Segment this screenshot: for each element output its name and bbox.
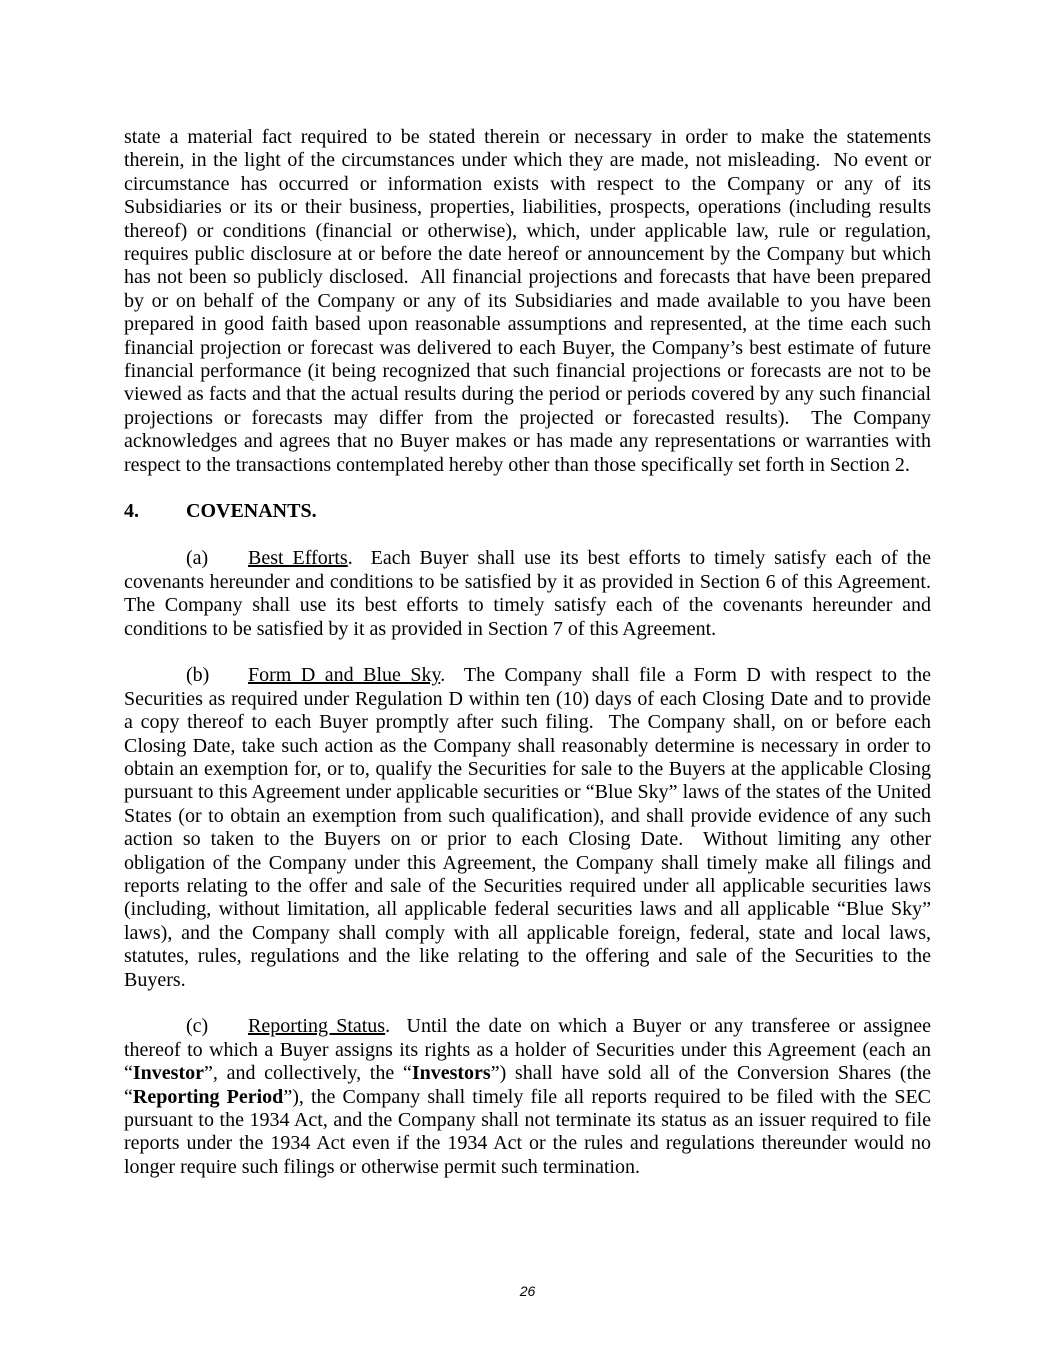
clause-b-label: (b) (186, 664, 210, 687)
clause-c-text-3: ”) shall have sold all of the Conversion Shares (the “ (124, 1062, 936, 1108)
clause-a-text: . Each Buyer shall use its best efforts to timely satisfy each of the covenants hereunder and conditions to be satisfied by it as provided in Section 6 of this Agreement. The Company shall use its best efforts to timely satisfy each of the covenants hereunder and conditions to be satisfied by it as provided in Section 7 of this Agreement. (124, 547, 941, 640)
section-number: 4. (124, 500, 139, 523)
defined-term-reporting-period: Reporting Period (132, 1085, 284, 1108)
clause-c-text-4: ”), the Company shall timely file all reports required to be filed with the SEC pursuant to the 1934 Act, and the Company shall not terminate its status as an issuer required to file reports under the 1934 Act even if the 1934 Act or the rules and regulations thereunder would no longer require such filings or otherwise permit such termination. (124, 1085, 936, 1178)
page-number: 26 (519, 1283, 536, 1299)
paragraph-a (124, 547, 941, 641)
defined-term-investor: Investor (132, 1062, 204, 1085)
clause-a-title: Best Efforts (248, 547, 348, 570)
paragraph-c (124, 1015, 936, 1179)
clause-b-title: Form D and Blue Sky (248, 664, 441, 687)
section-title: COVENANTS. (186, 500, 317, 523)
clause-b-text: . The Company shall file a Form D with respect to the Securities as required under Regulation D within ten (10) days of each Closing Date and to provide a copy thereof to each Buyer promptly after such filing. The Company shall, on or before each Closing Date, take such action as the Company shall reasonably determine is necessary in order to obtain an exemption for, or to, qualify the Securities for sale to the Buyers at the applicable Closing pursuant to this Agreement under applicable securities or “Blue Sky” laws of the states of the United States (or to obtain an exemption from such qualification), and shall provide evidence of any such action so taken to the Buyers on or prior to each Closing Date. Without limiting any other obligation of the Company under this Agreement, the Company shall timely make all filings and reports relating to the offer and sale of the Securities required under all applicable securities laws (including, without limitation, all applicable federal securities laws and all applicable “Blue Sky” laws), and the Company shall comply with all applicable foreign, federal, state and local laws, statutes, rules, regulations and the like relating to the offering and sale of the Securities to the Buyers. (124, 664, 936, 991)
clause-c-title: Reporting Status (248, 1015, 386, 1038)
section-heading (124, 500, 931, 523)
defined-term-investors: Investors (411, 1062, 491, 1085)
clause-a-label: (a) (186, 547, 209, 570)
clause-c-text-2: ”, and collectively, the “ (204, 1062, 412, 1085)
paragraph-continuation (124, 126, 936, 477)
clause-c-label: (c) (186, 1015, 209, 1038)
paragraph-b (124, 664, 936, 992)
clause-c-text-1: . Until the date on which a Buyer or any transferee or assignee thereof to which a Buyer assigns its rights as a holder of Securities under this Agreement (each an “ (124, 1015, 936, 1085)
paragraph-continuation-text: state a material fact required to be stated therein or necessary in order to make the statements therein, in the light of the circumstances under which they are made, not misleading. No event or circumstance has occurred or information exists with respect to the Company or any of its Subsidiaries or its or their business, properties, liabilities, prospects, operations (including results thereof) or conditions (financial or otherwise), which, under applicable law, rule or regulation, requires public disclosure at or before the date hereof or announcement by the Company but which has not been so publicly disclosed. All financial projections and forecasts that have been prepared by or on behalf of the Company or any of its Subsidiaries and made available to you have been prepared in good faith based upon reasonable assumptions and represented, at the time each such financial projection or forecast was delivered to each Buyer, the Company’s best estimate of future financial performance (it being recognized that such financial projections or forecasts are not to be viewed as facts and that the actual results during the period or periods covered by any such financial projections or forecasts may differ from the projected or forecasted results). The Company acknowledges and agrees that no Buyer makes or has made any representations or warranties with respect to the transactions contemplated hereby other than those specifically set forth in Section 2. (124, 126, 936, 476)
